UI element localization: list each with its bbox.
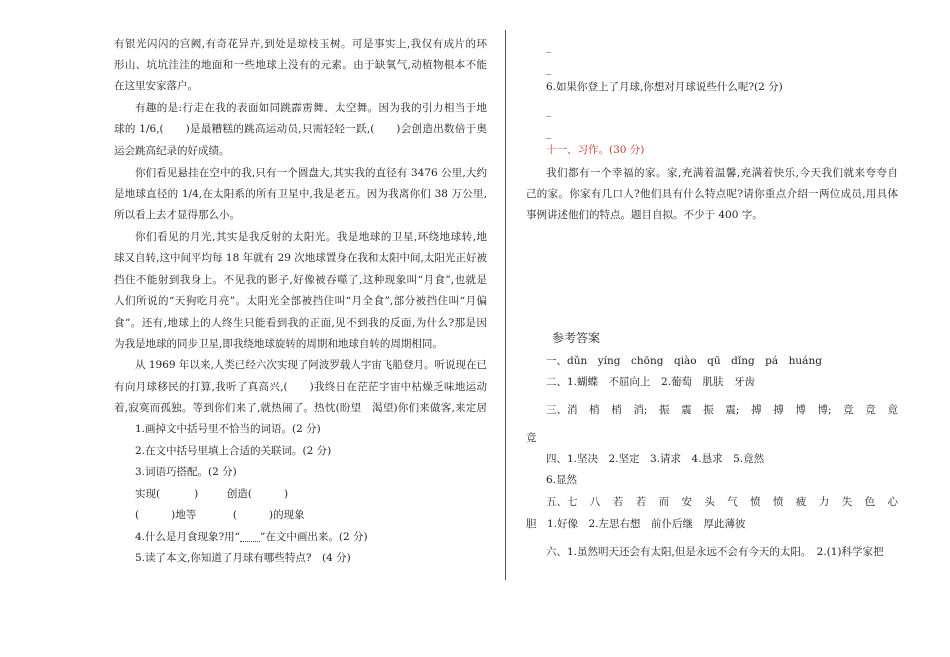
match-row-2 [135, 508, 305, 522]
answer-char: 搏 [773, 404, 784, 416]
question-2: 2.在文中括号里填上合适的关联词。(2 分) [135, 445, 332, 457]
question-4-text: 4.什么是月食现象?用“ [135, 531, 241, 543]
answer-char: 梢 [611, 404, 622, 416]
passage-line: 为我是地球的同步卫星,即我绕地球旋转的周期和地球自转的周期相同。 [114, 338, 443, 350]
question-4-text-end: ”在文中画出来。(2 分) [260, 531, 368, 543]
passage-line: 球又自转,这中间平均每 18 年就有 29 次地球置身在我和太阳中间,太阳光正好被 [114, 252, 487, 264]
answer-char: 振 [659, 404, 670, 416]
answer-1: 一、dǔn yíng chōng qiào qū dǐng pá huáng [546, 355, 822, 367]
match-paren: ) [284, 488, 289, 500]
answer-char: 而 [658, 496, 670, 508]
answer-5 [546, 495, 898, 509]
answer-line[interactable]: _ [546, 127, 552, 139]
match-word: 创造( [226, 488, 253, 500]
answer-char: 色 [864, 496, 876, 508]
passage-line: 着,寂寞而孤独。等到你们来了,就热闹了。热忱(盼望 渴望)你们来做客,来定居 [114, 402, 487, 414]
answer-line[interactable]: _ [546, 41, 552, 53]
answer-char: 安 [681, 496, 692, 508]
answer-char: 搏 [751, 404, 762, 416]
answer-char: 愤 [773, 496, 784, 508]
passage-line: 运会跳高纪录的好成绩。 [114, 145, 230, 157]
answer-char: 疲 [795, 496, 807, 508]
match-word: )地等 [171, 509, 197, 521]
column-divider [505, 30, 506, 580]
answer-char: 气 [727, 496, 738, 508]
answer-char: 力 [818, 496, 830, 508]
answer-char: 八 [589, 496, 601, 508]
essay-prompt-line: 己的家。你家有几口人?他们具有什么特点呢?请你重点介绍一两位成员,用具体 [526, 188, 898, 200]
passage-line: 食”。还有,地球上的人终生只能看到我的正面,见不到我的反面,为什么?那是因 [114, 317, 487, 329]
answer-char: 心 [887, 496, 898, 508]
answer-char: 震; [725, 404, 740, 416]
answer-char: 若 [612, 496, 624, 508]
answer-char: 博 [795, 404, 806, 416]
answer-char: 若 [635, 496, 647, 508]
answer-char: 震 [681, 404, 692, 416]
answer-char: 愤 [750, 496, 761, 508]
question-6: 6.如果你登上了月球,你想对月球说些什么呢?(2 分) [546, 81, 783, 93]
match-word: )的现象 [269, 509, 305, 521]
answer-3-tail: 竞 [526, 432, 537, 444]
answer-line[interactable]: _ [546, 63, 552, 75]
passage-line: 形山、坑坑洼洼的地面和一些地球上没有的元素。由于缺氧气,动植物根本不能 [114, 59, 487, 71]
answer-char: 博; [817, 404, 832, 416]
wavy-underline-mark [240, 533, 260, 542]
question-1: 1.画掉文中括号里不恰当的词语。(2 分) [135, 423, 321, 435]
passage-line: 球的 1/6,( )是最糟糕的跳高运动员,只需轻轻一跃,( )会创造出数倍于奥 [114, 123, 487, 135]
passage-line: 所以看上去才显得那么小。 [114, 209, 240, 221]
answer-4-tail: 6.显然 [546, 474, 578, 486]
passage-line: 有趣的是:行走在我的表面如同跳霹雳舞、太空舞。因为我的引力相当于地 [135, 102, 487, 114]
answer-char: 竟 [887, 404, 898, 416]
question-3: 3.词语巧搭配。(2 分) [135, 466, 237, 478]
answer-char: 振 [703, 404, 714, 416]
answer-char: 三、消 [546, 404, 578, 416]
passage-line: 在这里安家落户。 [114, 80, 198, 92]
match-paren: ( [232, 509, 238, 521]
match-paren: ) [194, 488, 199, 500]
answer-4: 四、1.坚决 2.坚定 3.请求 4.恳求 5.竟然 [546, 453, 765, 465]
question-5: 5.读了本文,你知道了月球有哪些特点? (4 分) [135, 552, 351, 564]
answer-char: 五、七 [546, 496, 578, 508]
passage-line: 有银光闪闪的宫阙,有奇花异卉,到处是琼枝玉树。可是事实上,我仅有成片的环 [114, 38, 487, 50]
essay-prompt-line: 我们都有一个幸福的家。家,充满着温馨,充满着快乐,今天我们就来夸夸自 [546, 167, 898, 179]
passage-line: 你们看见悬挂在空中的我,只有一个圆盘大,其实我的直径有 3476 公里,大约 [135, 167, 487, 179]
question-4 [135, 530, 368, 544]
match-row-1 [135, 487, 288, 501]
answer-6: 六、1.虽然明天还会有太阳,但是永远不会有今天的太阳。 2.(1)科学家把 [546, 546, 884, 558]
passage-line: 是地球直径的 1/4,在太阳系的所有卫星中,我是老五。因为我离你们 38 万公里, [114, 188, 487, 200]
answer-char: 失 [841, 496, 853, 508]
answer-3 [546, 403, 898, 417]
essay-prompt-line: 事例讲述他们的特点。题目自拟。不少于 400 字。 [526, 209, 763, 221]
passage-line: 有向月球移民的打算,我听了真高兴,( )我终日在茫茫宇宙中枯燥乏味地运动 [114, 381, 487, 393]
match-word: 实现( [135, 488, 161, 500]
answer-char: 消; [633, 404, 648, 416]
answer-char: 竞 [865, 404, 876, 416]
passage-line: 你们看见的月光,其实是我反射的太阳光。我是地球的卫星,环绕地球转,地 [135, 231, 487, 243]
section-heading-essay: 十一、习作。(30 分) [546, 144, 645, 156]
answer-2: 二、1.蝴蝶 不屈向上 2.葡萄 肌肤 牙齿 [546, 376, 756, 388]
answer-char: 竞 [843, 404, 854, 416]
passage-line: 从 1969 年以来,人类已经六次实现了阿波罗载人宇宙飞船登月。听说现在已 [135, 359, 487, 371]
passage-line: 挡住不能射到我身上。不见我的影子,好像被吞噬了,这种现象叫“月食”,也就是 [114, 274, 487, 286]
answer-char: 梢 [589, 404, 600, 416]
answer-char: 头 [704, 496, 715, 508]
match-paren: ( [135, 509, 140, 521]
answer-5-tail: 胆 1.好像 2.左思右想 前仆后继 厚此薄彼 [526, 518, 746, 530]
answers-title: 参考答案 [552, 331, 601, 345]
answer-line[interactable]: _ [546, 105, 552, 117]
passage-line: 人们所说的“天狗吃月亮”。太阳光全部被挡住叫“月全食”,部分被挡住叫“月偏 [114, 295, 487, 307]
